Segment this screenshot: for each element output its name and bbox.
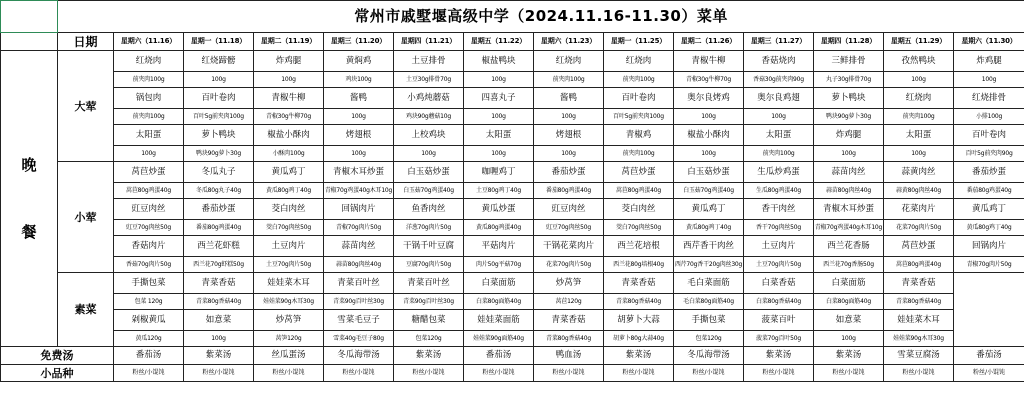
dish-cell: 干锅千叶豆腐 <box>394 236 464 257</box>
day-header: 星期三（11.27） <box>744 33 814 51</box>
portion-cell: 毛白菜80g面筋40g <box>674 294 744 310</box>
portion-cell: 蒜黄80g肉丝40g <box>884 183 954 199</box>
dish-cell: 西兰花虾糕 <box>184 236 254 257</box>
dish-cell: 炒莴笋 <box>254 310 324 331</box>
meal-label-char: 餐 <box>21 222 37 241</box>
dish-cell: 白菜面筋 <box>464 273 534 294</box>
dish-cell: 番茄炒蛋 <box>534 162 604 183</box>
portion-cell: 蒜苗80g肉丝40g <box>814 183 884 199</box>
day-header: 星期五（11.29） <box>884 33 954 51</box>
dish-cell: 娃娃菜面筋 <box>464 310 534 331</box>
dish-cell: 娃娃菜木耳 <box>254 273 324 294</box>
dish-cell: 平菇肉片 <box>464 236 534 257</box>
dish-cell: 干锅花菜肉片 <box>534 236 604 257</box>
portion-cell: 100g <box>674 146 744 162</box>
snack-cell: 粉丝/小馄饨 <box>954 365 1024 382</box>
portion-cell: 青椒30g牛柳70g <box>674 72 744 88</box>
dish-cell: 咖喱鸡丁 <box>464 162 534 183</box>
dish-cell: 太阳蛋 <box>884 125 954 146</box>
day-header: 星期四（11.28） <box>814 33 884 51</box>
dish-cell: 青椒鸡 <box>604 125 674 146</box>
portion-cell: 西芹70g香干20g肉丝30g <box>674 257 744 273</box>
portion-cell: 豇豆70g肉丝50g <box>534 220 604 236</box>
portion-cell: 青椒70g鸡蛋40g木耳10g <box>814 220 884 236</box>
dish-cell: 青菜香菇 <box>534 310 604 331</box>
portion-cell: 茭白70g肉丝50g <box>604 220 674 236</box>
portion-cell: 100g <box>744 109 814 125</box>
portion-cell: 生瓜80g鸡蛋40g <box>744 183 814 199</box>
portion-cell: 番茄80g鸡蛋40g <box>534 183 604 199</box>
dish-cell: 莴苣炒蛋 <box>884 236 954 257</box>
portion-cell: 青菜80g香菇40g <box>884 294 954 310</box>
category-label: 大荤 <box>58 51 114 162</box>
dish-cell: 黄瓜炒蛋 <box>464 199 534 220</box>
soup-label: 免费汤 <box>1 347 114 365</box>
soup-cell: 紫菜汤 <box>814 347 884 365</box>
portion-cell: 香菇70g肉片50g <box>114 257 184 273</box>
soup-cell: 鸭血汤 <box>534 347 604 365</box>
dish-cell: 奥尔良烤鸡 <box>674 88 744 109</box>
portion-cell: 蒜苗80g肉丝40g <box>324 257 394 273</box>
portion-cell: 100g <box>324 146 394 162</box>
dish-cell: 香干肉丝 <box>744 199 814 220</box>
portion-cell: 莴苣80g鸡蛋40g <box>604 183 674 199</box>
portion-cell: 香菇30g前夹肉90g <box>744 72 814 88</box>
snack-cell: 粉丝/小馄饨 <box>184 365 254 382</box>
portion-cell: 前夹肉100g <box>604 146 674 162</box>
category-label: 素菜 <box>58 273 114 347</box>
portion-cell: 100g <box>394 146 464 162</box>
dish-cell: 土豆肉片 <box>744 236 814 257</box>
portion-cell: 香干70g肉丝50g <box>744 220 814 236</box>
dish-cell: 青菜百叶丝 <box>394 273 464 294</box>
dish-cell: 青菜香菇 <box>604 273 674 294</box>
portion-cell: 西兰花70g香肠50g <box>814 257 884 273</box>
dish-cell: 红烧肉 <box>604 51 674 72</box>
soup-cell: 番茄汤 <box>464 347 534 365</box>
snack-cell: 粉丝/小馄饨 <box>464 365 534 382</box>
dish-cell: 小鸡炖蘑菇 <box>394 88 464 109</box>
dish-cell: 酱鸭 <box>324 88 394 109</box>
dish-cell: 剁椒黄瓜 <box>114 310 184 331</box>
dish-cell: 三鲜排骨 <box>814 51 884 72</box>
portion-cell: 包菜 120g <box>114 294 184 310</box>
portion-cell: 前夹肉100g <box>114 72 184 88</box>
dish-cell: 莴苣炒蛋 <box>114 162 184 183</box>
dish-cell: 奥尔良鸡翅 <box>744 88 814 109</box>
dish-cell: 青椒木耳炒蛋 <box>324 162 394 183</box>
dish-cell: 香菇肉片 <box>114 236 184 257</box>
portion-cell: 前夹肉100g <box>744 146 814 162</box>
portion-cell: 100g <box>324 109 394 125</box>
portion-cell: 青菜80g香菇40g <box>534 331 604 347</box>
dish-cell: 青椒牛柳 <box>254 88 324 109</box>
portion-cell: 100g <box>534 146 604 162</box>
dish-cell: 菠菜百叶 <box>744 310 814 331</box>
portion-cell: 肉片50g平菇70g <box>464 257 534 273</box>
dish-cell: 太阳蛋 <box>744 125 814 146</box>
day-header: 星期三（11.20） <box>324 33 394 51</box>
dish-cell: 如意菜 <box>184 310 254 331</box>
dish-cell: 椒盐鸭块 <box>464 51 534 72</box>
portion-cell: 前夹肉100g <box>534 72 604 88</box>
dish-cell: 百叶卷肉 <box>184 88 254 109</box>
dish-cell: 西兰花培根 <box>604 236 674 257</box>
date-label: 日期 <box>58 33 114 51</box>
portion-cell: 土豆70g肉片50g <box>254 257 324 273</box>
portion-cell: 前夹肉100g <box>884 109 954 125</box>
portion-cell: 土豆80g鸡丁40g <box>464 183 534 199</box>
portion-cell: 青菜90g百叶丝30g <box>324 294 394 310</box>
portion-cell: 鸡块100g <box>324 72 394 88</box>
portion-cell: 青菜80g香菇40g <box>604 294 674 310</box>
portion-cell: 100g <box>814 331 884 347</box>
portion-cell: 菠菜70g百叶50g <box>744 331 814 347</box>
dish-cell: 白玉菇炒蛋 <box>394 162 464 183</box>
dish-cell: 黄瓜鸡丁 <box>674 199 744 220</box>
day-header: 星期二（11.26） <box>674 33 744 51</box>
dish-cell: 上校鸡块 <box>394 125 464 146</box>
dish-cell: 鱼香肉丝 <box>394 199 464 220</box>
portion-cell: 白玉菇70g鸡蛋40g <box>394 183 464 199</box>
soup-cell: 紫菜汤 <box>184 347 254 365</box>
portion-cell: 白菜80g面筋40g <box>464 294 534 310</box>
meal-label <box>1 51 58 347</box>
portion-cell: 西兰花80g培根40g <box>604 257 674 273</box>
portion-cell: 青椒70g肉片50g <box>324 220 394 236</box>
day-header: 星期二（11.19） <box>254 33 324 51</box>
dish-cell: 炸鸡腿 <box>254 51 324 72</box>
snack-cell: 粉丝/小馄饨 <box>674 365 744 382</box>
portion-cell: 100g <box>114 146 184 162</box>
portion-cell: 西兰花70g虾糕50g <box>184 257 254 273</box>
dish-cell: 糖醋包菜 <box>394 310 464 331</box>
corner-cell <box>1 1 58 33</box>
dish-cell: 青菜香菇 <box>184 273 254 294</box>
portion-cell: 青菜90g百叶丝30g <box>394 294 464 310</box>
day-header: 星期五（11.22） <box>464 33 534 51</box>
portion-cell: 包菜120g <box>674 331 744 347</box>
dish-cell: 回锅肉片 <box>324 199 394 220</box>
portion-cell: 100g <box>674 109 744 125</box>
portion-cell: 莴苣80g鸡蛋40g <box>114 183 184 199</box>
dish-cell: 青菜香菇 <box>884 273 954 294</box>
dish-cell: 青椒牛柳 <box>674 51 744 72</box>
dish-cell: 回锅肉片 <box>954 236 1024 257</box>
snack-cell: 粉丝/小馄饨 <box>884 365 954 382</box>
portion-cell: 豆腐70g肉片50g <box>394 257 464 273</box>
dish-cell: 孜然鸭块 <box>884 51 954 72</box>
portion-cell: 百叶5g前夹肉100g <box>184 109 254 125</box>
dish-cell: 太阳蛋 <box>464 125 534 146</box>
dish-cell: 黄焖鸡 <box>324 51 394 72</box>
soup-cell: 番茄汤 <box>954 347 1024 365</box>
portion-cell: 鸭块90g萝卜30g <box>814 109 884 125</box>
portion-cell: 黄瓜80g鸡丁40g <box>954 220 1024 236</box>
portion-cell: 娃娃菜90g面筋40g <box>464 331 534 347</box>
portion-cell: 雪菜40g毛豆子80g <box>324 331 394 347</box>
dish-cell: 青菜百叶丝 <box>324 273 394 294</box>
snack-cell: 粉丝/小馄饨 <box>114 365 184 382</box>
dish-cell: 黄瓜鸡丁 <box>954 199 1024 220</box>
soup-cell: 雪菜豆腐汤 <box>884 347 954 365</box>
portion-cell: 茭白70g肉丝50g <box>254 220 324 236</box>
dish-cell: 酱鸭 <box>534 88 604 109</box>
dish-cell: 烤翅根 <box>324 125 394 146</box>
dish-cell: 四喜丸子 <box>464 88 534 109</box>
portion-cell: 100g <box>814 146 884 162</box>
portion-cell: 番茄80g鸡蛋40g <box>184 220 254 236</box>
soup-cell: 紫菜汤 <box>604 347 674 365</box>
portion-cell: 100g <box>254 72 324 88</box>
dish-cell: 西兰花香肠 <box>814 236 884 257</box>
snack-cell: 粉丝/小馄饨 <box>324 365 394 382</box>
dish-cell: 茭白肉丝 <box>254 199 324 220</box>
portion-cell: 莴苣80g鸡蛋40g <box>884 257 954 273</box>
portion-cell: 黄瓜80g鸡丁40g <box>254 183 324 199</box>
dish-cell: 红烧排骨 <box>954 88 1024 109</box>
portion-cell: 100g <box>954 72 1024 88</box>
dish-cell: 白菜面筋 <box>814 273 884 294</box>
soup-cell: 冬瓜海带汤 <box>674 347 744 365</box>
dish-cell: 红烧肉 <box>114 51 184 72</box>
dish-cell: 烤翅根 <box>534 125 604 146</box>
dish-cell: 炸鸡腿 <box>954 51 1024 72</box>
portion-cell: 100g <box>884 72 954 88</box>
dish-cell: 土豆肉片 <box>254 236 324 257</box>
portion-cell: 冬瓜80g丸子40g <box>184 183 254 199</box>
portion-cell: 青椒30g牛柳70g <box>254 109 324 125</box>
dish-cell: 西芹香干肉丝 <box>674 236 744 257</box>
snack-cell: 粉丝/小馄饨 <box>394 365 464 382</box>
portion-cell: 娃娃菜90g木耳30g <box>884 331 954 347</box>
portion-cell: 100g <box>534 109 604 125</box>
dish-cell: 花菜肉片 <box>884 199 954 220</box>
portion-cell: 豇豆70g肉丝50g <box>114 220 184 236</box>
dish-cell: 生瓜炒鸡蛋 <box>744 162 814 183</box>
dish-cell: 蒜苗肉丝 <box>814 162 884 183</box>
portion-cell: 100g <box>464 146 534 162</box>
portion-cell: 娃娃菜90g木耳30g <box>254 294 324 310</box>
day-header: 星期六（11.16） <box>114 33 184 51</box>
portion-cell: 白菜80g面筋40g <box>814 294 884 310</box>
portion-cell: 100g <box>884 146 954 162</box>
dish-cell: 椒盐小酥肉 <box>254 125 324 146</box>
dish-cell: 番茄炒蛋 <box>954 162 1024 183</box>
dish-cell: 椒盐小酥肉 <box>674 125 744 146</box>
dish-cell: 番茄炒蛋 <box>184 199 254 220</box>
portion-cell: 洋葱70g肉片50g <box>394 220 464 236</box>
portion-cell: 白菜80g香菇40g <box>744 294 814 310</box>
portion-cell: 100g <box>464 109 534 125</box>
portion-cell: 土豆70g肉片50g <box>744 257 814 273</box>
portion-cell: 青椒70g鸡蛋40g木耳10g <box>324 183 394 199</box>
dish-cell: 炒莴笋 <box>534 273 604 294</box>
day-header: 星期六（11.23） <box>534 33 604 51</box>
portion-cell: 土豆30g排骨70g <box>394 72 464 88</box>
dish-cell: 豇豆肉丝 <box>534 199 604 220</box>
dish-cell: 手撕包菜 <box>114 273 184 294</box>
portion-cell: 前夹肉100g <box>114 109 184 125</box>
portion-cell: 白玉菇70g鸡蛋40g <box>674 183 744 199</box>
snack-cell: 粉丝/小馄饨 <box>814 365 884 382</box>
dish-cell: 红烧肉 <box>534 51 604 72</box>
category-label: 小荤 <box>58 162 114 273</box>
dish-cell: 毛白菜面筋 <box>674 273 744 294</box>
day-header: 星期六（11.30） <box>954 33 1024 51</box>
portion-cell: 100g <box>464 72 534 88</box>
portion-cell: 黄瓜80g鸡丁40g <box>674 220 744 236</box>
dish-cell: 胡萝卜大蒜 <box>604 310 674 331</box>
dish-cell: 莴苣炒蛋 <box>604 162 674 183</box>
portion-cell: 鸭块90g萝卜30g <box>184 146 254 162</box>
dish-cell: 蒜黄肉丝 <box>884 162 954 183</box>
dish-cell: 手撕包菜 <box>674 310 744 331</box>
portion-cell: 黄瓜120g <box>114 331 184 347</box>
dish-cell: 红烧肉 <box>884 88 954 109</box>
portion-cell: 100g <box>184 331 254 347</box>
portion-cell: 青椒70g肉片50g <box>954 257 1024 273</box>
snack-cell: 粉丝/小馄饨 <box>254 365 324 382</box>
snack-cell: 粉丝/小馄饨 <box>604 365 674 382</box>
portion-cell: 番茄80g鸡蛋40g <box>954 183 1024 199</box>
dish-cell: 红烧蹄髈 <box>184 51 254 72</box>
dish-cell: 冬瓜丸子 <box>184 162 254 183</box>
dish-cell: 萝卜鸭块 <box>814 88 884 109</box>
dish-cell: 娃娃菜木耳 <box>884 310 954 331</box>
dish-cell: 白菜香菇 <box>744 273 814 294</box>
portion-cell: 胡萝卜80g大蒜40g <box>604 331 674 347</box>
dish-cell: 如意菜 <box>814 310 884 331</box>
day-header: 星期一（11.25） <box>604 33 674 51</box>
soup-cell: 紫菜汤 <box>744 347 814 365</box>
portion-cell: 100g <box>184 72 254 88</box>
page-title: 常州市戚墅堰高级中学（2024.11.16-11.30）菜单 <box>58 1 1024 33</box>
snack-cell: 粉丝/小馄饨 <box>534 365 604 382</box>
portion-cell: 小排100g <box>954 109 1024 125</box>
day-header: 星期四（11.21） <box>394 33 464 51</box>
soup-cell: 丝瓜蛋汤 <box>254 347 324 365</box>
snack-label: 小品种 <box>1 365 114 382</box>
dish-cell: 豇豆肉丝 <box>114 199 184 220</box>
soup-cell: 紫菜汤 <box>394 347 464 365</box>
dish-cell: 百叶卷肉 <box>604 88 674 109</box>
dish-cell: 香菇烧肉 <box>744 51 814 72</box>
dish-cell: 蒜苗肉丝 <box>324 236 394 257</box>
day-header: 星期一（11.18） <box>184 33 254 51</box>
portion-cell: 青菜80g香菇40g <box>184 294 254 310</box>
portion-cell: 百叶5g前夹肉90g <box>954 146 1024 162</box>
dish-cell: 萝卜鸭块 <box>184 125 254 146</box>
dish-cell: 锅包肉 <box>114 88 184 109</box>
dish-cell: 炸鸡腿 <box>814 125 884 146</box>
dish-cell: 青椒木耳炒蛋 <box>814 199 884 220</box>
meal-label-top <box>1 33 58 51</box>
dish-cell: 白玉菇炒蛋 <box>674 162 744 183</box>
soup-cell: 冬瓜海带汤 <box>324 347 394 365</box>
portion-cell: 前夹肉100g <box>604 72 674 88</box>
dish-cell: 茭白肉丝 <box>604 199 674 220</box>
portion-cell: 包菜120g <box>394 331 464 347</box>
portion-cell: 丸子30g排骨70g <box>814 72 884 88</box>
portion-cell: 莴苣120g <box>534 294 604 310</box>
portion-cell: 莴笋120g <box>254 331 324 347</box>
portion-cell: 黄瓜80g鸡蛋40g <box>464 220 534 236</box>
portion-cell: 花菜70g肉片50g <box>534 257 604 273</box>
dish-cell: 黄瓜鸡丁 <box>254 162 324 183</box>
meal-label-char: 晚 <box>21 155 37 174</box>
dish-cell: 雪菜毛豆子 <box>324 310 394 331</box>
dish-cell: 土豆排骨 <box>394 51 464 72</box>
soup-cell: 番茄汤 <box>114 347 184 365</box>
dish-cell: 百叶卷肉 <box>954 125 1024 146</box>
snack-cell: 粉丝/小馄饨 <box>744 365 814 382</box>
portion-cell: 花菜70g肉片50g <box>884 220 954 236</box>
dish-cell: 太阳蛋 <box>114 125 184 146</box>
portion-cell: 小酥肉100g <box>254 146 324 162</box>
portion-cell: 百叶5g前夹肉100g <box>604 109 674 125</box>
portion-cell: 鸡块90g蘑菇10g <box>394 109 464 125</box>
